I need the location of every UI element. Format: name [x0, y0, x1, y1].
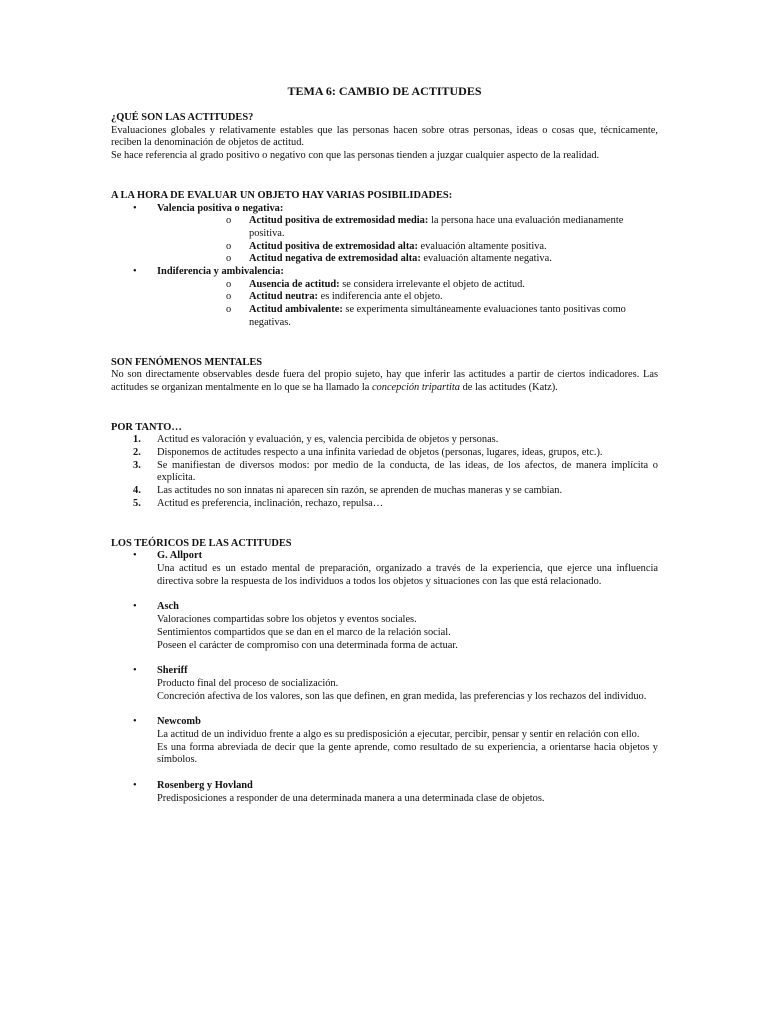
section-what-are-attitudes: [111, 112, 658, 163]
theorist-rosenberg-hovland: [111, 780, 658, 805]
theorist-text: Valoraciones compartidas sobre los objetos y eventos sociales.: [157, 614, 417, 626]
theorist-allport: [111, 550, 658, 588]
theorist-name: Sheriff: [157, 665, 188, 677]
term: Actitud neutra:: [249, 291, 318, 303]
section-heading: SON FENÓMENOS MENTALES: [111, 356, 263, 368]
section-heading: POR TANTO…: [111, 421, 182, 433]
term: Actitud ambivalente:: [249, 304, 343, 316]
theorists-list: [111, 550, 658, 805]
numbered-item: 3. Se manifiestan de diversos modos: por medio de la conducta, de las ideas, de los afectos, de manera implícita o explícita.: [133, 459, 658, 484]
sub-list-item: [157, 291, 658, 304]
definition: la persona hace una evaluación medianamente positiva.: [249, 215, 624, 239]
paragraph: No son directamente observables desde fuera del propio sujeto, hay que inferir las actitudes a partir de ciertos indicadores. Las actitudes se organizan mentalmente en lo que se ha llamado la concepción tripartita de las actitudes (Katz).: [111, 369, 658, 393]
section-theorists: [111, 538, 658, 806]
numbered-item: 4. Las actitudes no son innatas ni aparecen sin razón, se aprenden de muchas maneras y se cambian.: [133, 485, 563, 497]
theorist-text: Sentimientos compartidos que se dan en el marco de la relación social.: [157, 626, 451, 638]
theorist-name: Asch: [157, 601, 179, 613]
theorist-asch: [111, 601, 658, 652]
bullet-icon: •: [133, 550, 137, 562]
definition: evaluación altamente negativa.: [420, 253, 552, 265]
term: Actitud positiva de extremosidad alta:: [249, 240, 418, 252]
theorist-text: Concreción afectiva de los valores, son las que definen, en gran medida, las preferencias y los rechazos del individuo.: [157, 690, 647, 702]
bullet-icon: •: [133, 780, 137, 792]
sub-list-item: [157, 253, 658, 266]
circle-bullet-icon: o: [226, 253, 232, 265]
circle-bullet-icon: o: [226, 304, 232, 316]
section-heading: A LA HORA DE EVALUAR UN OBJETO HAY VARIAS POSIBILIDADES:: [111, 189, 453, 201]
section-heading: ¿QUÉ SON LAS ACTITUDES?: [111, 112, 254, 123]
sub-list: [157, 279, 658, 330]
group-label: Valencia positiva o negativa:: [157, 202, 284, 214]
sub-list: [157, 215, 658, 266]
theorist-name: Newcomb: [157, 716, 201, 728]
document-page: [111, 84, 658, 819]
theorist-text: Predisposiciones a responder de una determinada manera a una determinada clase de objetos.: [157, 792, 545, 804]
definition: se considera irrelevante el objeto de actitud.: [339, 278, 525, 290]
theorist-sheriff: [111, 665, 658, 703]
list-item: [111, 203, 658, 267]
sub-list-item: [157, 304, 658, 329]
bullet-icon: •: [133, 202, 137, 214]
theorist-text: Producto final del proceso de socialización.: [157, 677, 339, 689]
bullet-icon: •: [133, 665, 137, 677]
circle-bullet-icon: o: [226, 240, 232, 252]
sub-list-item: [157, 215, 658, 240]
bullet-icon: •: [133, 266, 137, 278]
definition: evaluación altamente positiva.: [417, 240, 547, 252]
circle-bullet-icon: o: [226, 215, 232, 227]
term: Actitud negativa de extremosidad alta:: [249, 253, 421, 265]
list-item: [111, 266, 658, 330]
numbered-item: 2. Disponemos de actitudes respecto a una infinita variedad de objetos (personas, lugares, ideas, grupos, etc.).: [133, 447, 603, 459]
paragraph: Evaluaciones globales y relativamente estables que las personas hacen sobre otras personas, ideas o cosas que, técnicamente, reciben la denominación de objetos de actitud.: [111, 124, 658, 149]
theorist-newcomb: [111, 716, 658, 767]
definition: se experimenta simultáneamente evaluaciones tanto positivas como negativas.: [249, 304, 626, 328]
circle-bullet-icon: o: [226, 291, 232, 303]
document-title: TEMA 6: CAMBIO DE ACTITUDES: [287, 84, 482, 98]
sub-list-item: [157, 279, 658, 292]
theorist-text: Una actitud es un estado mental de preparación, organizado a través de la experiencia, que ejerce una influencia directiva sobre la respuesta de los individuos a todos los objetos y situaciones con las que está relacionado.: [157, 562, 658, 587]
italic-term: concepción tripartita: [371, 381, 460, 393]
term: Actitud positiva de extremosidad media:: [249, 215, 429, 227]
term: Ausencia de actitud:: [249, 278, 340, 290]
theorist-text: Es una forma abreviada de decir que la gente aprende, como resultado de su experiencia, a orientarse hacia objetos y símbolos.: [157, 741, 658, 766]
numbered-item: 5. Actitud es preferencia, inclinación, rechazo, repulsa…: [133, 497, 384, 509]
numbered-list: [111, 434, 658, 510]
section-possibilities: [111, 190, 658, 330]
definition: es indiferencia ante el objeto.: [317, 291, 443, 303]
paragraph: Se hace referencia al grado positivo o negativo con que las personas tienden a juzgar cualquier aspecto de la realidad.: [111, 150, 600, 162]
bullet-icon: •: [133, 716, 137, 728]
possibilities-list: [111, 203, 658, 330]
group-label: Indiferencia y ambivalencia:: [157, 266, 284, 278]
bullet-icon: •: [133, 601, 137, 613]
sub-list-item: [157, 241, 658, 254]
theorist-name: Rosenberg y Hovland: [157, 780, 253, 792]
theorist-text: Poseen el carácter de compromiso con una determinada forma de actuar.: [157, 639, 458, 651]
circle-bullet-icon: o: [226, 278, 232, 290]
section-therefore: [111, 422, 658, 511]
section-mental-phenomena: [111, 357, 658, 395]
theorist-text: La actitud de un individuo frente a algo es su predisposición a ejecutar, percibir, pensar y sentir en relación con ello.: [157, 729, 640, 741]
section-heading: LOS TEÓRICOS DE LAS ACTITUDES: [111, 537, 292, 549]
theorist-name: G. Allport: [157, 550, 203, 562]
numbered-item: 1. Actitud es valoración y evaluación, y es, valencia percibida de objetos y personas.: [133, 434, 499, 446]
